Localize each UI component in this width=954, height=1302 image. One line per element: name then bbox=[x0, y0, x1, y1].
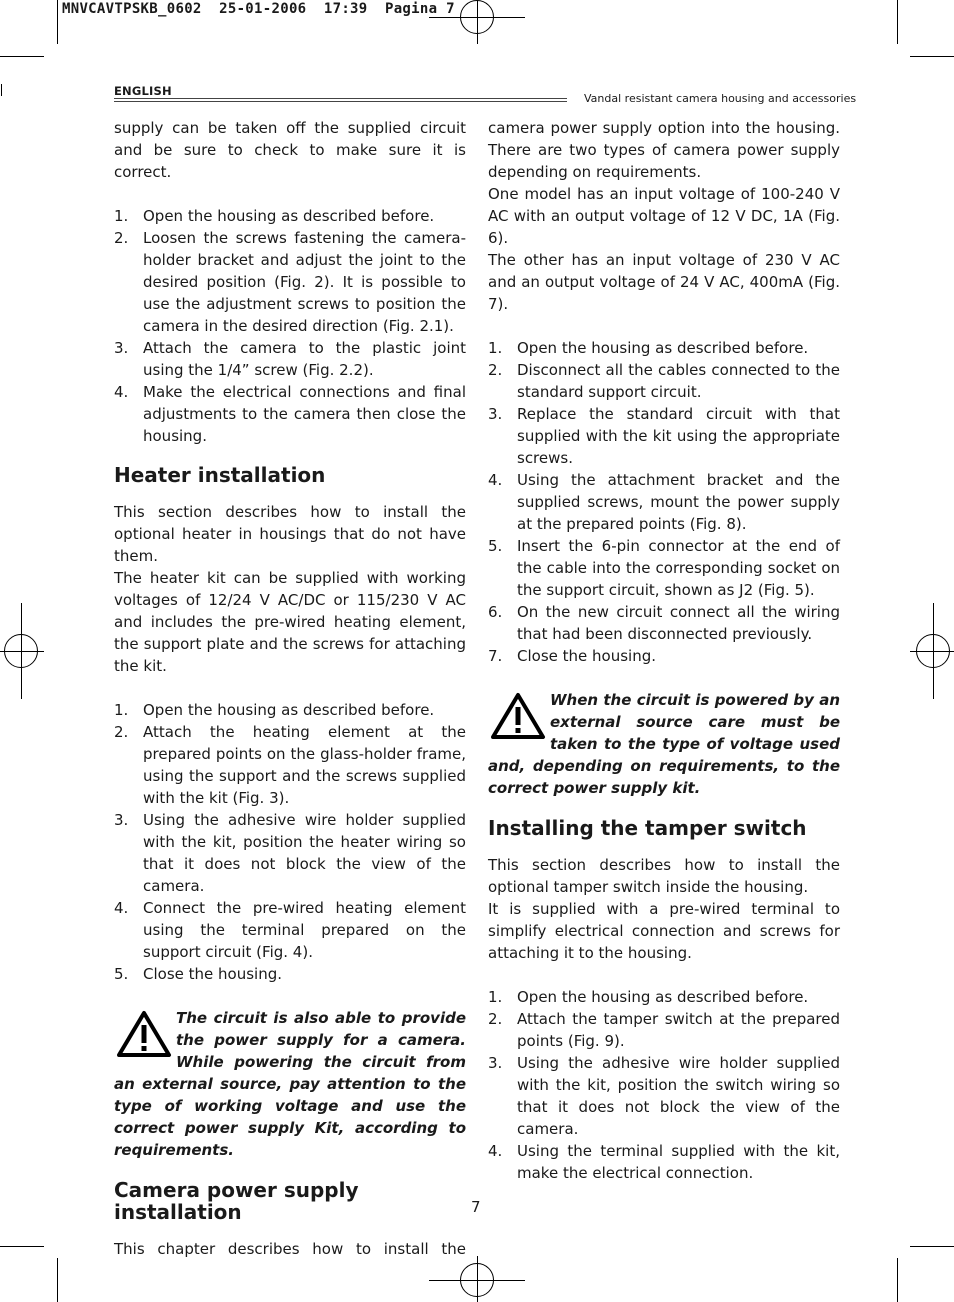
crop-mark bbox=[1, 84, 2, 96]
paragraph: It is supplied with a pre-wired terminal to simplify electrical connection and screws for attaching it to the housing. bbox=[488, 900, 840, 962]
warning-note: When the circuit is powered by an external source care must be taken to the type of voltage used and, depending on requirements, to the correct power supply kit. bbox=[488, 691, 840, 797]
list-item: 3. Attach the camera to the plastic joint using the 1/4” screw (Fig. 2.2). bbox=[114, 339, 466, 379]
document-title: Vandal resistant camera housing and accessories bbox=[584, 92, 857, 105]
paragraph: The heater kit can be supplied with working voltages of 12/24 V AC/DC or 115/230 V AC and includes the pre-wired heating element, the support plate and the screws for attaching the kit. bbox=[114, 569, 466, 675]
list-item: 5. Insert the 6-pin connector at the end of the cable into the corresponding socket on the support circuit, shown as J2 (Fig. 5). bbox=[488, 537, 840, 599]
warning-triangle-icon bbox=[488, 691, 550, 743]
crop-mark bbox=[910, 1246, 954, 1247]
list-item: 7. Close the housing. bbox=[488, 647, 656, 665]
steps-list bbox=[488, 337, 840, 667]
left-column bbox=[114, 117, 466, 1260]
crop-mark bbox=[0, 56, 44, 57]
crop-mark bbox=[57, 0, 58, 44]
list-item: 1. Open the housing as described before. bbox=[488, 988, 809, 1006]
list-item: 2. Attach the tamper switch at the prepared points (Fig. 9). bbox=[488, 1010, 840, 1050]
list-item: 4. Using the attachment bracket and the supplied screws, mount the power supply at the prepared points (Fig. 8). bbox=[488, 471, 840, 533]
list-item: 6. On the new circuit connect all the wiring that had been disconnected previously. bbox=[488, 603, 840, 643]
paragraph: The other has an input voltage of 230 V AC and an output voltage of 24 V AC, 400mA (Fig. 7). bbox=[488, 251, 840, 313]
page-number: 7 bbox=[471, 1198, 481, 1216]
crop-mark bbox=[57, 1258, 58, 1302]
warning-triangle-icon bbox=[114, 1009, 176, 1061]
list-item: 2. Attach the heating element at the prepared points on the glass-holder frame, using the support and the screws supplied with the kit (Fig. 3). bbox=[114, 723, 466, 807]
steps-list bbox=[114, 699, 466, 985]
crop-mark bbox=[897, 0, 898, 44]
paragraph: This chapter describes how to install the bbox=[114, 1240, 466, 1258]
list-item: 3. Replace the standard circuit with that supplied with the kit using the appropriate screws. bbox=[488, 405, 840, 467]
list-item: 4. Make the electrical connections and final adjustments to the camera then close the housing. bbox=[114, 383, 466, 445]
list-item: 3. Using the adhesive wire holder supplied with the kit, position the heater wiring so that it does not block the view of the camera. bbox=[114, 811, 466, 895]
paragraph: camera power supply option into the housing. There are two types of camera power supply depending on requirements. bbox=[488, 119, 840, 181]
list-item: 1. Open the housing as described before. bbox=[114, 207, 435, 225]
list-item: 1. Open the housing as described before. bbox=[114, 701, 435, 719]
list-item: 4. Connect the pre-wired heating element using the terminal prepared on the support circuit (Fig. 4). bbox=[114, 899, 466, 961]
paragraph: One model has an input voltage of 100-240 V AC with an output voltage of 12 V DC, 1A (Fig. 6). bbox=[488, 185, 840, 247]
list-item: 3. Using the adhesive wire holder supplied with the kit, position the switch wiring so that it does not block the view of the camera. bbox=[488, 1054, 840, 1138]
section-heading: Heater installation bbox=[114, 463, 326, 487]
crop-mark bbox=[0, 1246, 44, 1247]
crop-mark bbox=[910, 56, 954, 57]
crop-mark bbox=[897, 1258, 898, 1302]
list-item: 2. Loosen the screws fastening the camera-holder bracket and adjust the joint to the desired position (Fig. 2). It is possible to use the adjustment screws to position the camera in the desired direction (Fig. 2.1). bbox=[114, 229, 466, 335]
steps-list bbox=[114, 205, 466, 447]
paragraph: supply can be taken off the supplied circuit and be sure to check to make sure it is correct. bbox=[114, 119, 466, 181]
list-item: 2. Disconnect all the cables connected to the standard support circuit. bbox=[488, 361, 840, 401]
paragraph: This section describes how to install the optional tamper switch inside the housing. bbox=[488, 856, 840, 896]
list-item: 1. Open the housing as described before. bbox=[488, 339, 809, 357]
header-rule bbox=[114, 98, 567, 102]
list-item: 4. Using the terminal supplied with the kit, make the electrical connection. bbox=[488, 1142, 840, 1182]
paragraph: This section describes how to install the optional heater in housings that do not have them. bbox=[114, 503, 466, 565]
list-item: 5. Close the housing. bbox=[114, 965, 282, 983]
language-label: ENGLISH bbox=[114, 84, 172, 98]
print-slug: MNVCAVTPSKB_0602 25-01-2006 17:39 Pagina 7 bbox=[62, 1, 455, 17]
warning-note: The circuit is also able to provide the power supply for a camera. While powering the circuit from an external source, pay attention to the type of working voltage and use the correct power supply Kit, according to requirements. bbox=[114, 1009, 466, 1159]
right-column bbox=[488, 117, 840, 1184]
section-heading: Camera power supply installation bbox=[114, 1178, 359, 1224]
section-heading: Installing the tamper switch bbox=[488, 816, 807, 840]
steps-list bbox=[488, 986, 840, 1184]
